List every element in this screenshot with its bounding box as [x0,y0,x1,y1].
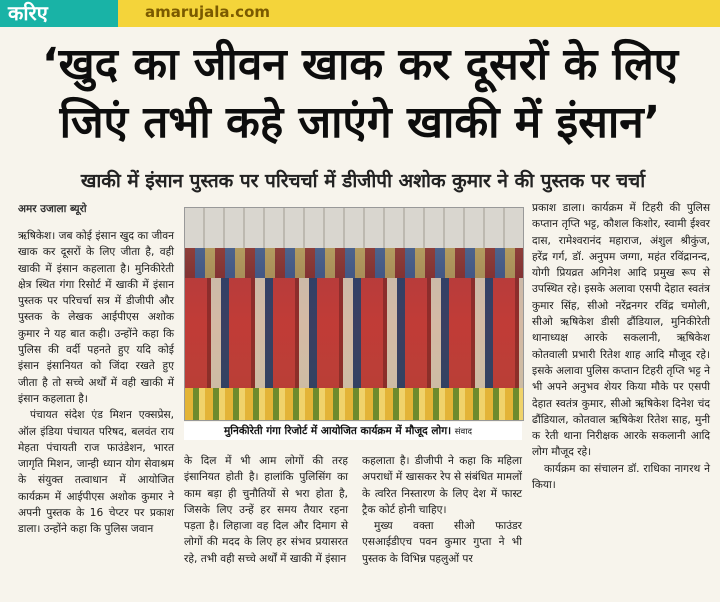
section-tab: करिए [0,0,118,27]
subheadline: खाकी में इंसान पुस्तक पर परिचर्चा में डीजीपी अशोक कुमार ने की पुस्तक पर चर्चा [80,170,646,192]
caption-text: मुनिकीरेती गंगा रिजोर्ट में आयोजित कार्यक्रम में मौजूद लोग। [224,425,452,437]
column-4 [532,200,710,493]
headline [0,36,720,152]
column-1 [18,228,174,538]
event-photo [184,207,524,421]
column-3 [362,453,522,567]
caption-tag: संवाद [454,427,472,437]
headline-line-1: ‘खुद का जीवन खाक कर दूसरों के लिए [41,39,679,90]
paragraph: पंचायत संदेश एंड मिशन एक्सप्रेस, ऑल इंडिया पंचायत परिषद, बलवंत राय मेहता पंचायती राज फाउंडेशन, भारत जागृति मिशन, जान्ही ध्यान योग सेवाश्रम के संयुक्त तत्वाधान में आयोजित कार्यक्रम में आईपीएस अशोक कुमार ने अपनी पुस्तक के 16 चेप्टर पर प्रकाश डाला। उन्होंने कहा कि पुलिस जवान [18,409,174,536]
paragraph: के दिल में भी आम लोगों की तरह इंसानियत होती है। हालांकि पुलिसिंग का काम बड़ा ही चुनौतियों से भरा होता है, जिसके लिए उन्हें हर समय तैयार रहना पड़ता है। लिहाजा वह दिल और दिमाग से लोगों की मदद के लिए हर संभव प्रयासरत रहे, तभी वही सच्चे अर्थों में खाकी में इंसान [184,455,348,565]
photo-audience [185,278,523,388]
paragraph: मुख्य वक्ता सीओ फाउंडर एसआईडीएच पवन कुमार गुप्ता ने भी पुस्तक के विभिन्न पहलुओं पर [362,520,522,565]
column-2 [184,453,348,567]
byline: अमर उजाला ब्यूरो [18,203,87,215]
photo-ceiling [185,208,523,248]
masthead-bar [0,0,720,27]
paragraph: कहलाता है। डीजीपी ने कहा कि महिला अपराधों में खासकर रेप से संबंधित मामलों के त्वरित निस्तारण के लिए देश में फास्ट ट्रैक कोर्ट होनी चाहिए। [362,455,522,516]
photo-wall [185,248,523,278]
photo-flowers [185,388,523,420]
headline-line-2: जिएं तभी कहे जाएंगे खाकी में इंसान’ [59,97,661,148]
paragraph: कार्यक्रम का संचालन डॉ. राधिका नागरथ ने किया। [532,462,710,492]
paragraph: प्रकाश डाला। कार्यक्रम में टिहरी की पुलिस कप्तान तृप्ति भट्ट, कौशल किशोर, स्वामी ईश्वर दास, रामेश्वरानंद महाराज, अंशुल श्रीकुंज, हरेंद्र गर्ग, डॉ. अनुपम जग्गा, महंत रविंद्रानन्द, योगी प्रियव्रत अगिनेश आदि प्रमुख रूप से उपस्थित रहे। इसके अलावा एसपी देहात स्वतंत्र कुमार सिंह, सीओ नरेंद्रनगर रविंद्र चमोली, सीओ ऋषिकेश डीसी ढौंडियाल, मुनिकीरेती थानाध्यक्ष आरके सकलानी, ऋषिकेश कोतवाली प्रभारी रितेश शाह आदि मौजूद रहे। इसके अलावा पुलिस कप्तान टिहरी तृप्ति भट्ट ने भी अपने अनुभव शेयर किया मौके पर एसपी देहात स्वतंत्र कुमार, सीओ ऋषिकेश दिनेश चंद ढौंडियाल, कोतवाल ऋषिकेश रितेश साह, मुनी क रेती थाना निरीक्षक आरके सकलानी आदि लोग मौजूद रहे। [532,202,710,459]
photo-caption [184,422,522,440]
site-name[interactable]: amarujala.com [145,3,271,21]
paragraph: ऋषिकेश। जब कोई इंसान खुद का जीवन खाक कर दूसरों के लिए जीता है, वही खाकी में इंसान कहलाता है। मुनिकीरेती क्षेत्र स्थित गंगा रिसोर्ट में खाकी में इंसान पुस्तक पर परिचर्चा सत्र में डीजीपी और पुस्तक के लेखक आईपीएस अशोक कुमार ने यह बात कही। उन्होंने कहा कि पुलिस की वर्दी पहनते हुए यदि कोई इंसान इंसानियत को जिंदा रखते हुए जीता है तो सच्चे अर्थों में वही खाकी में इंसान कहलाता है। [18,230,174,405]
